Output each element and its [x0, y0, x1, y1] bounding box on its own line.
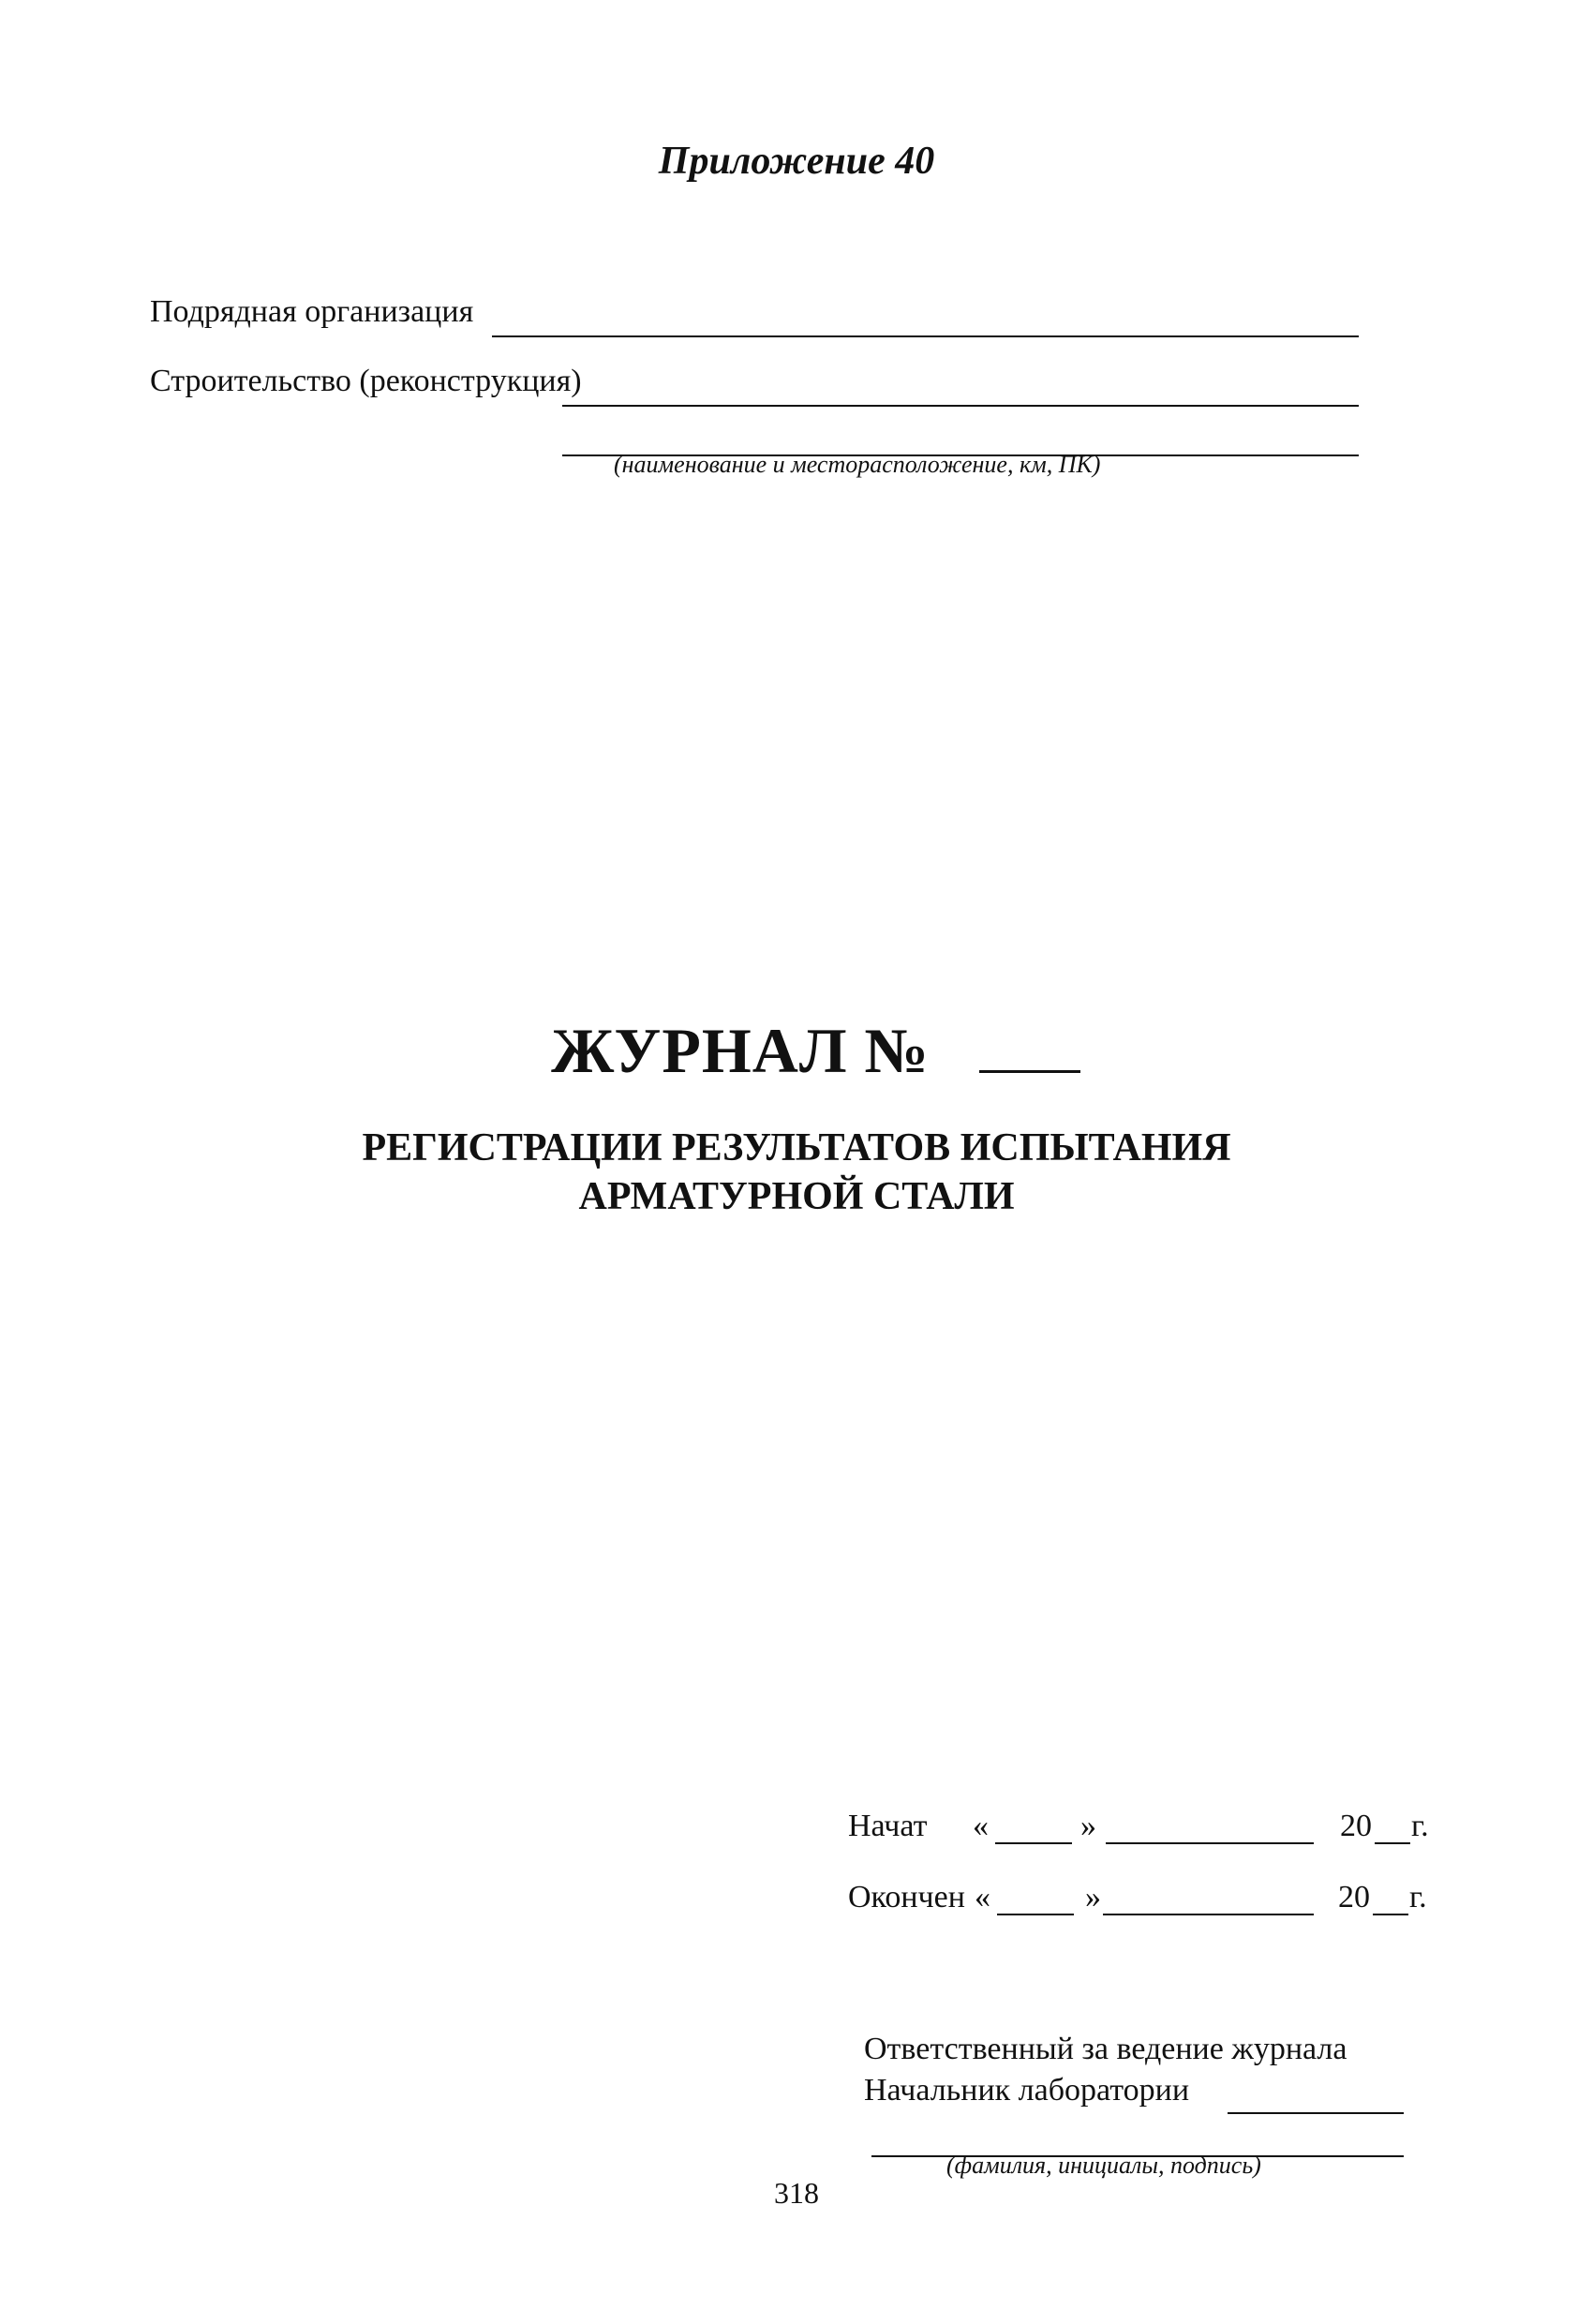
ended-close-quote: » [1085, 1880, 1101, 1914]
journal-title-text: ЖУРНАЛ № [551, 1015, 930, 1086]
started-day-line[interactable] [995, 1842, 1072, 1844]
page-number: 318 [774, 2176, 819, 2210]
construction-input-line[interactable] [562, 405, 1359, 407]
appendix-label: Приложение 40 [658, 140, 935, 183]
ended-year-suffix: г. [1409, 1880, 1427, 1914]
signature-caption: (фамилия, инициалы, подпись) [946, 2152, 1261, 2179]
ended-label: Окончен [848, 1880, 965, 1914]
started-month-line[interactable] [1106, 1842, 1314, 1844]
ended-day-line[interactable] [997, 1914, 1074, 1915]
started-year-line[interactable] [1375, 1842, 1410, 1844]
contractor-label: Подрядная организация [150, 294, 474, 329]
started-year-suffix: г. [1411, 1809, 1429, 1843]
started-label: Начат [848, 1809, 928, 1843]
construction-caption: (наименование и месторасположение, км, ПК) [614, 451, 1101, 478]
responsible-line-2: Начальник лаборатории [864, 2073, 1190, 2108]
responsible-line-1: Ответственный за ведение журнала [864, 2032, 1347, 2066]
ended-month-line[interactable] [1103, 1914, 1314, 1915]
journal-title [0, 1014, 1593, 1088]
started-open-quote: « [973, 1809, 989, 1843]
lab-head-signature-line[interactable] [1228, 2112, 1404, 2114]
contractor-input-line[interactable] [492, 335, 1359, 337]
construction-label: Строительство (реконструкция) [150, 364, 582, 398]
started-close-quote: » [1080, 1809, 1096, 1843]
subtitle-line-2: АРМАТУРНОЙ СТАЛИ [578, 1175, 1015, 1218]
subtitle-line-1: РЕГИСТРАЦИИ РЕЗУЛЬТАТОВ ИСПЫТАНИЯ [362, 1126, 1231, 1169]
ended-year-prefix: 20 [1338, 1880, 1370, 1914]
journal-number-line[interactable] [979, 1070, 1080, 1073]
started-year-prefix: 20 [1340, 1809, 1372, 1843]
ended-open-quote: « [975, 1880, 990, 1914]
ended-year-line[interactable] [1373, 1914, 1408, 1915]
